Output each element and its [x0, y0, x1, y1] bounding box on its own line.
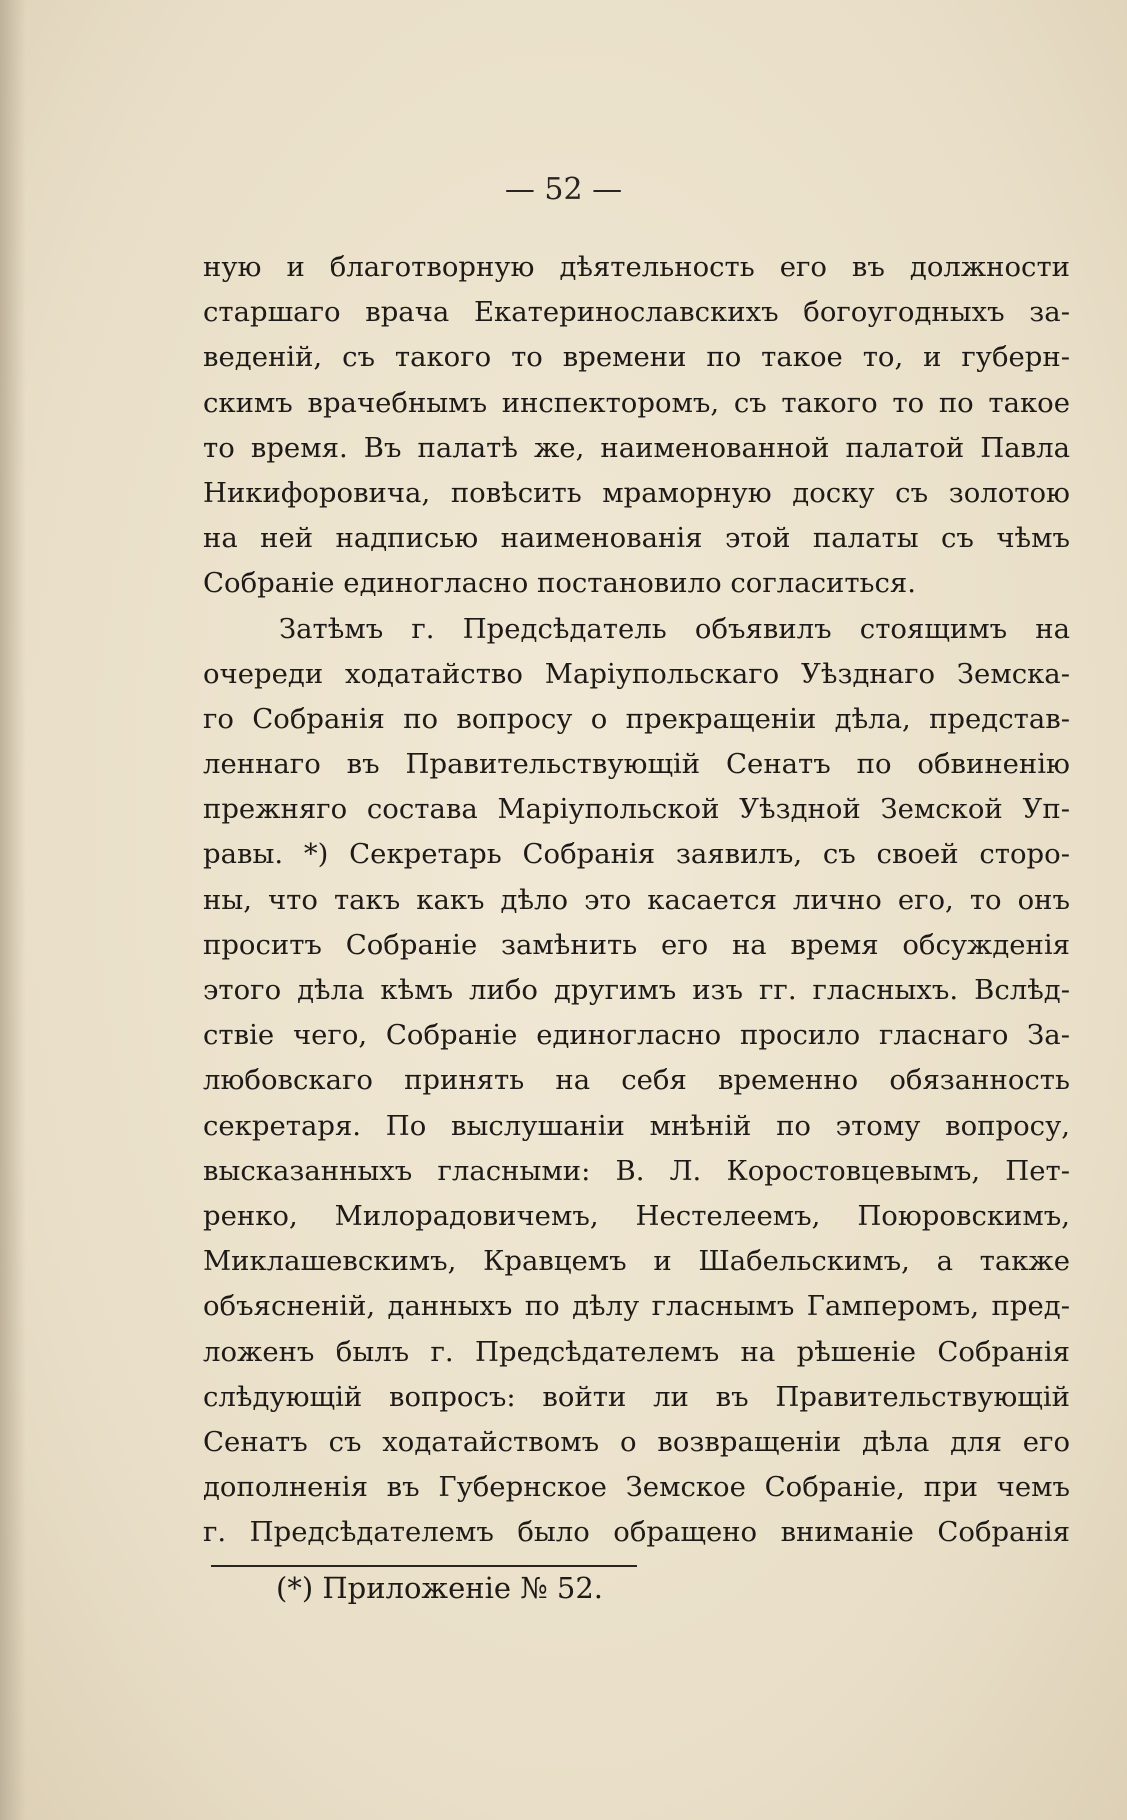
text-line: старшаго врача Екатеринославскихъ богоугодныхъ за-	[203, 296, 1070, 329]
text-line: очереди ходатайство Маріупольскаго Уѣзднаго Земска-	[203, 657, 1070, 690]
text-line: ны, что такъ какъ дѣло это касается лично его, то онъ	[203, 883, 1070, 916]
text-line: слѣдующій вопросъ: войти ли въ Правительствующій	[203, 1380, 1070, 1413]
text-line: леннаго въ Правительствующій Сенатъ по обвиненію	[203, 748, 1070, 781]
page-gutter-shadow	[0, 0, 26, 1820]
text-line: этого дѣла кѣмъ либо другимъ изъ гг. гласныхъ. Вслѣд-	[203, 974, 1070, 1006]
footnote: (*) Приложеніе № 52.	[276, 1571, 604, 1605]
text-line: г. Предсѣдателемъ было обращено вниманіе Собранія	[203, 1516, 1070, 1549]
body-text	[203, 245, 1070, 1555]
text-line: ренко, Милорадовичемъ, Нестелеемъ, Поюровскимъ,	[203, 1199, 1070, 1232]
text-line: ную и благотворную дѣятельность его въ должности	[203, 251, 1070, 283]
text-line: любовскаго принять на себя временно обязанность	[203, 1064, 1070, 1097]
page-number: — 52 —	[504, 172, 623, 207]
text-line: Никифоровича, повѣсить мраморную доску съ золотою	[203, 476, 1070, 509]
text-line: прежняго состава Маріупольской Уѣздной Земской Уп-	[203, 793, 1070, 826]
text-line: ствіе чего, Собраніе единогласно просило гласнаго За-	[203, 1019, 1070, 1052]
text-line: объясненій, данныхъ по дѣлу гласнымъ Гамперомъ, пред-	[203, 1290, 1070, 1323]
text-line: Сенатъ съ ходатайствомъ о возвращеніи дѣла для его	[203, 1425, 1070, 1458]
paragraph-start-line: Затѣмъ г. Предсѣдатель объявилъ стоящимъ на	[279, 612, 1070, 645]
text-line: равы. *) Секретарь Собранія заявилъ, съ своей сторо-	[203, 838, 1070, 871]
text-line: проситъ Собраніе замѣнить его на время обсужденія	[203, 928, 1070, 961]
text-line: то время. Въ палатѣ же, наименованной палатой Павла	[203, 431, 1070, 464]
text-line: на ней надписью наименованія этой палаты съ чѣмъ	[203, 522, 1070, 555]
text-line: Миклашевскимъ, Кравцемъ и Шабельскимъ, а также	[203, 1245, 1070, 1278]
text-line: скимъ врачебнымъ инспекторомъ, съ такого то по такое	[203, 386, 1070, 419]
text-line: го Собранія по вопросу о прекращеніи дѣла, представ-	[203, 702, 1070, 735]
text-line: дополненія въ Губернское Земское Собраніе, при чемъ	[203, 1471, 1070, 1504]
text-line: секретаря. По выслушаніи мнѣній по этому вопросу,	[203, 1109, 1070, 1142]
text-line: веденій, съ такого то времени по такое то, и губерн-	[203, 341, 1070, 374]
text-line: Собраніе единогласно постановило согласиться.	[203, 567, 917, 600]
text-line: ложенъ былъ г. Предсѣдателемъ на рѣшеніе Собранія	[203, 1335, 1070, 1368]
text-line: высказанныхъ гласными: В. Л. Коростовцевымъ, Пет-	[203, 1154, 1070, 1187]
footnote-divider	[211, 1565, 637, 1567]
